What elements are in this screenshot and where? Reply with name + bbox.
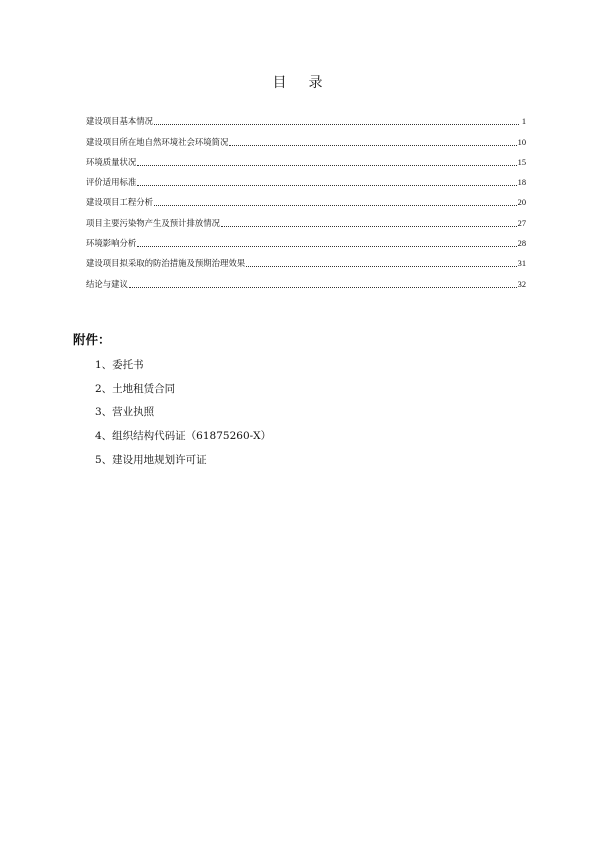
toc-entry[interactable] (86, 107, 526, 127)
toc-entry-label: 建设项目拟采取的防治措施及预期治理效果 (86, 258, 246, 269)
toc-leader-dots (229, 145, 516, 146)
toc-entry-label: 建设项目工程分析 (86, 197, 153, 208)
appendix-item: 3、营业执照 (95, 406, 155, 419)
appendix-item: 4、组织结构代码证（61875260-X） (95, 430, 272, 443)
toc-leader-dots (154, 205, 517, 206)
toc-leader-dots (129, 287, 517, 288)
toc-leader-dots (137, 165, 516, 166)
toc-title (0, 72, 595, 92)
toc-entry-page: 31 (517, 259, 526, 269)
toc-title-char-2: 录 (308, 75, 323, 91)
toc-entry-page: 27 (517, 218, 526, 228)
toc-entry-page: 1 (521, 117, 526, 127)
toc-entry[interactable] (86, 188, 526, 208)
toc-entry-label: 环境质量状况 (86, 156, 137, 167)
appendix-list (95, 358, 271, 476)
toc-entry-label: 建设项目基本情况 (86, 116, 153, 127)
toc-entry-label: 评价适用标准 (86, 177, 137, 188)
toc-entry-page: 15 (517, 157, 526, 167)
toc-entry-page: 28 (517, 239, 526, 249)
toc-leader-dots (154, 124, 519, 125)
toc-entry-label: 建设项目所在地自然环境社会环境简况 (86, 136, 229, 147)
toc-entry-label: 项目主要污染物产生及预计排放情况 (86, 217, 220, 228)
toc-entry-label: 环境影响分析 (86, 238, 137, 249)
toc-entry-page: 20 (517, 198, 526, 208)
appendix-heading: 附件： (73, 332, 111, 347)
toc-entry[interactable] (86, 249, 526, 269)
toc-entry[interactable] (86, 148, 526, 168)
appendix-item: 2、土地租赁合同 (95, 382, 176, 395)
toc-entry-page: 32 (517, 279, 526, 289)
table-of-contents (86, 107, 526, 290)
appendix-item: 5、建设用地规划许可证 (95, 453, 207, 466)
toc-entry[interactable] (86, 127, 526, 147)
toc-entry-page: 18 (517, 178, 526, 188)
toc-leader-dots (137, 246, 516, 247)
appendix-item: 1、委托书 (95, 359, 144, 371)
toc-entry-label: 结论与建议 (86, 278, 128, 289)
toc-entry[interactable] (86, 269, 526, 289)
toc-title-char-1: 目 (272, 75, 287, 91)
toc-entry[interactable] (86, 229, 526, 249)
toc-entry[interactable] (86, 208, 526, 228)
toc-leader-dots (246, 266, 517, 267)
toc-entry-page: 10 (517, 137, 526, 147)
toc-leader-dots (137, 185, 516, 186)
toc-entry[interactable] (86, 168, 526, 188)
toc-leader-dots (221, 226, 517, 227)
